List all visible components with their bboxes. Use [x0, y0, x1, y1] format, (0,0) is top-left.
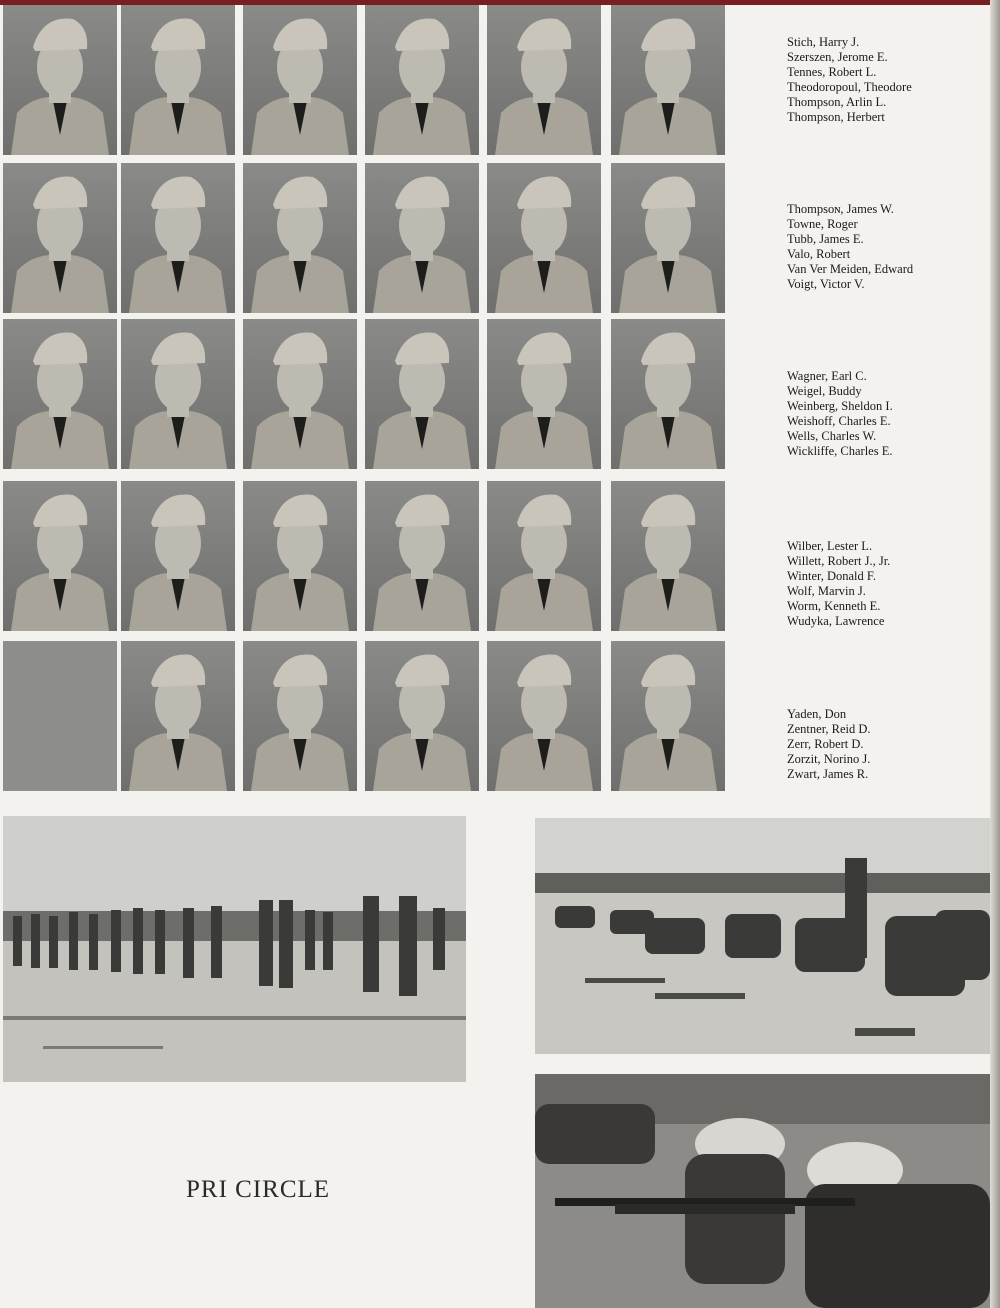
- portrait-photo: [487, 481, 601, 631]
- portrait-photo: [121, 319, 235, 469]
- recruit-name: Yaden, Don: [787, 707, 847, 721]
- portrait-photo: [243, 319, 357, 469]
- portrait-photo: [365, 5, 479, 155]
- page-title: PRI CIRCLE: [186, 1176, 331, 1203]
- recruit-name: Wells, Charles W.: [787, 429, 877, 443]
- portrait-photo: [243, 481, 357, 631]
- recruit-name: Thompson, Arlin L.: [787, 95, 887, 109]
- portrait-photo: [611, 319, 725, 469]
- name-list-row-5: [787, 707, 987, 782]
- recruit-name: Van Ver Meiden, Edward: [787, 262, 914, 276]
- portrait-photo: [3, 481, 117, 631]
- recruit-name: Stich, Harry J.: [787, 35, 860, 49]
- recruit-name: Worm, Kenneth E.: [787, 599, 881, 613]
- recruit-name: Zentner, Reid D.: [787, 722, 871, 736]
- portrait-row-4: [0, 481, 730, 633]
- recruit-name: Wickliffe, Charles E.: [787, 444, 893, 458]
- name-list-row-1: [787, 35, 987, 125]
- portrait-photo: [365, 163, 479, 313]
- portrait-photo: [243, 5, 357, 155]
- portrait-photo: [611, 641, 725, 791]
- portrait-placeholder: [3, 641, 117, 791]
- portrait-row-2: [0, 163, 730, 315]
- recruit-name: Zorzit, Norino J.: [787, 752, 871, 766]
- portrait-photo: [487, 5, 601, 155]
- recruit-name: Willett, Robert J., Jr.: [787, 554, 891, 568]
- recruit-name: Zwart, James R.: [787, 767, 869, 781]
- recruit-name: Weishoff, Charles E.: [787, 414, 891, 428]
- recruit-name: Wilber, Lester L.: [787, 539, 873, 553]
- portrait-photo: [121, 481, 235, 631]
- portrait-photo: [611, 5, 725, 155]
- name-list-row-3: [787, 369, 987, 459]
- recruit-name: Zerr, Robert D.: [787, 737, 864, 751]
- portrait-photo: [487, 163, 601, 313]
- recruit-name: Weigel, Buddy: [787, 384, 862, 398]
- recruit-name: Thompsoɴ, James W.: [787, 202, 894, 216]
- portrait-photo: [365, 641, 479, 791]
- portrait-row-5: [0, 641, 730, 793]
- portrait-photo: [611, 163, 725, 313]
- portrait-photo: [487, 641, 601, 791]
- portrait-photo: [365, 319, 479, 469]
- prone-marksmen-photo: [535, 1074, 990, 1308]
- portrait-photo: [365, 481, 479, 631]
- portrait-photo: [121, 641, 235, 791]
- portrait-photo: [121, 5, 235, 155]
- recruit-name: Tennes, Robert L.: [787, 65, 877, 79]
- recruit-name: Szerszen, Jerome E.: [787, 50, 888, 64]
- recruit-name: Wolf, Marvin J.: [787, 584, 866, 598]
- portrait-row-1: [0, 5, 730, 157]
- portrait-photo: [121, 163, 235, 313]
- name-list-row-2: [787, 202, 987, 292]
- portrait-photo: [3, 163, 117, 313]
- portrait-photo: [243, 641, 357, 791]
- recruit-name: Tubb, James E.: [787, 232, 864, 246]
- page-binding-edge: [990, 0, 1000, 1308]
- recruit-name: Theodoropoul, Theodore: [787, 80, 912, 94]
- recruit-name: Weinberg, Sheldon I.: [787, 399, 893, 413]
- recruit-name: Winter, Donald F.: [787, 569, 876, 583]
- portrait-row-3: [0, 319, 730, 471]
- recruit-name: Thompson, Herbert: [787, 110, 885, 124]
- portrait-photo: [611, 481, 725, 631]
- portrait-photo: [3, 5, 117, 155]
- portrait-photo: [3, 319, 117, 469]
- recruit-name: Wagner, Earl C.: [787, 369, 867, 383]
- recruit-name: Voigt, Victor V.: [787, 277, 865, 291]
- drill-formation-photo: [3, 816, 466, 1082]
- name-list-row-4: [787, 539, 987, 629]
- recruit-name: Valo, Robert: [787, 247, 851, 261]
- firing-range-photo: [535, 818, 990, 1054]
- recruit-name: Towne, Roger: [787, 217, 858, 231]
- portrait-photo: [487, 319, 601, 469]
- portrait-photo: [243, 163, 357, 313]
- recruit-name: Wudyka, Lawrence: [787, 614, 885, 628]
